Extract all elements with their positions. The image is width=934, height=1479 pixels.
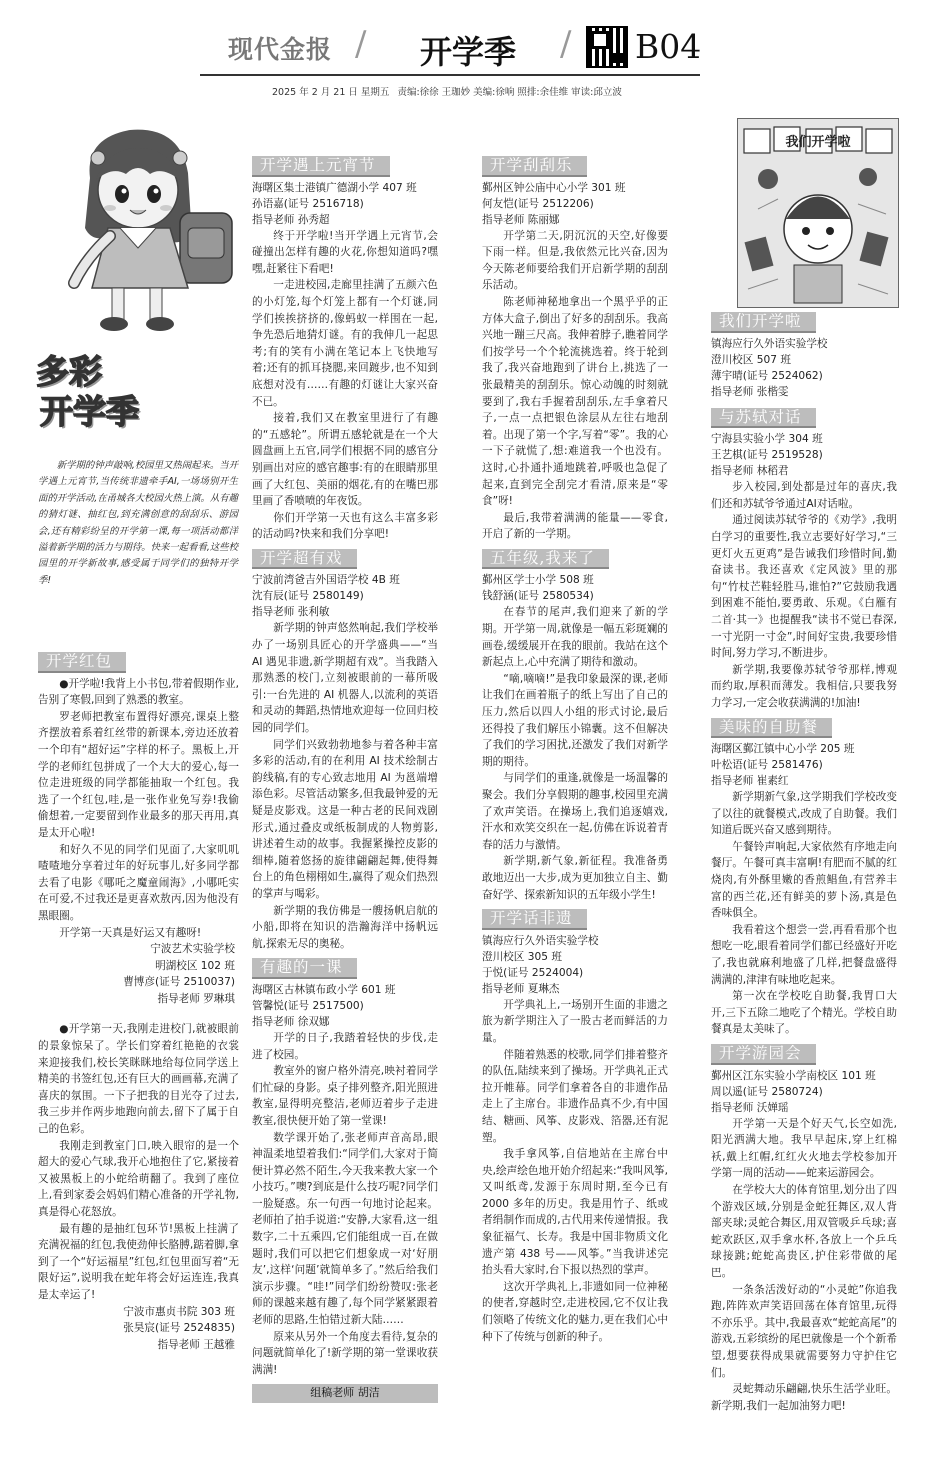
article-paragraph: 开学第一天是个好天气,长空如洗,阳光洒满大地。我早早起床,穿上红棉袄,戴上红帽,红红火火地去学校参加开学第一周的活动——蛇来运游园会。: [711, 1117, 897, 1180]
author-class: 澄川校区 305 班: [482, 950, 562, 963]
author-school: 宁海县实验小学 304 班: [711, 433, 823, 446]
article-paragraph: 一条条活泼好动的“小灵蛇”你追我跑,阵阵欢声笑语回荡在体育馆里,玩得不亦乐乎。其中,我最喜欢“蛇蛇高尾”的游戏,五彩缤纷的尾巴就像是一个个新希望,想要获得成果就需要努力守护住它们。: [711, 1283, 897, 1379]
editor-credits: 责编:徐徐 王珈妙 美编:徐响 照排:余佳维 审读:邱立波: [397, 87, 622, 98]
section-heading: 美味的自助餐: [711, 718, 832, 739]
author-school: 鄞州区学士小学 508 班: [482, 574, 594, 587]
author-teacher: 指导老师 崔素红: [711, 775, 789, 788]
article-paragraph: 第一次在学校吃自助餐,我胃口大开,三下五除二地吃了个精光。学校自助餐真是太美味了。: [711, 990, 897, 1036]
section-heading: 开学游园会: [711, 1044, 816, 1065]
author-teacher: 指导老师 沃婵瑶: [711, 1101, 789, 1114]
article-paragraph: 接着,我们又在教室里进行了有趣的“五感轮”。所谓五感轮就是在一个大圆盘画上五官,同学们根据不同的感官分别画出对应的感官趣事:有的在眼睛那里画了大红包、美丽的烟花,有的在嘴巴那里画了香喷喷的年夜饭。: [252, 412, 438, 508]
editor-credit: 组稿老师 胡洁: [252, 1384, 438, 1403]
article-paragraph: 一走进校园,走廊里挂满了五颜六色的小灯笼,每个灯笼上都有一个灯谜,同学们挨挨挤挤的,像蚂蚁一样围在一起,争先恐后地猜灯谜。有的我伸几一起思考;有的笑有小满在笔记本上飞快地写着;还有的抓耳挠腮,来回踱步,也不知到底想对没有……有趣的灯谜让大家兴奋不已。: [252, 279, 438, 408]
author-school: 鄞州区江东实验小学南校区 101 班: [711, 1069, 876, 1082]
article-paragraph: 开学典礼上,一场别开生面的非遗之旅为新学期注入了一股古老而鲜活的力量。: [482, 998, 668, 1044]
article-paragraph: 新学期,我要像苏轼爷爷那样,博观而约取,厚积而薄发。我相信,只要我努力学习,一定会收获满满的!加油!: [711, 663, 897, 709]
author-teacher: 指导老师 王越雅: [157, 1338, 235, 1351]
article-paragraph: 陈老师神秘地拿出一个黑乎乎的正方体大盒子,倒出了好多的刮刮乐。我高兴地一蹦三尺高。我伸着脖子,瞧着同学们按学号一个个轮流挑选着。终于轮到我了,我兴奋地跑到了讲台上,挑选了一张最精美的刮刮乐。惊心动魄的时刻就要到了,我右手握着刮刮乐,左手拿着尺子,一点一点把银色涂层从左往右地刮着。出现了第一个字,写着“零”。我的心一下子就慌了,想:难道我一个也没有。这时,心扑通扑通地跳着,呼吸也急促了起来,直到完全刮完才看清,原来是“零食”呀!: [482, 295, 668, 508]
article-paragraph: 罗老师把教室布置得好漂亮,课桌上整齐摆放着系着红丝带的新课本,旁边还放着一个印有“超好运”字样的杯子。黑板上,开学的老师红包拼成了一个大大的爱心,每一位走进班级的同学都能抽取一个红包。我选了一个红包,哇,是一张作业免写券!我偷偷想着,一定要留到作业最多的那天再用,真是太开心啦!: [38, 710, 239, 839]
header-info: [272, 84, 630, 98]
article-paragraph: 和好久不见的同学们见面了,大家叽叽喳喳地分享着过年的好玩事儿,好多同学都去看了电影《哪吒之魔童闹海》,小哪吒实在可爱,不过我还是更喜欢敖丙,因为他没有黑眼圈。: [38, 843, 239, 922]
article-paragraph: 开学第一天真是好运又有趣呀!: [59, 926, 202, 939]
author-name: 孙语嘉(证号 2516718): [252, 197, 364, 210]
article-paragraph: 同学们兴致勃勃地参与着各种丰富多彩的活动,有的在利用 AI 技术绘制古韵线稿,有的专心致志地用 AI 为邕端增添色彩。尽管活动繁多,但我最钟爱的无疑是皮影戏。这是一种古老的民间戏剧形式,通过叠皮或纸板制成的人物剪影,讲述着生动的故事。我握紧操控皮影的细棒,随着悠扬的旋律翩翩起舞,使得舞台上的角色栩栩如生,赢得了观众们热烈的掌声与喝彩。: [252, 738, 438, 900]
section-heading: 开学遇上元宵节: [252, 156, 390, 177]
section-heading: 开学超有戏: [252, 549, 357, 570]
author-school: 海曙区古林镇布政小学 601 班: [252, 983, 396, 996]
author-school: 镇海应行久外语实验学校: [482, 934, 599, 947]
section-heading: 有趣的一课: [252, 958, 357, 979]
author-teacher: 指导老师 陈丽娜: [482, 213, 560, 226]
author-teacher: 指导老师 张利敏: [252, 606, 330, 619]
column-4: [711, 312, 897, 1414]
column-3: [482, 156, 668, 1345]
article-paragraph: ●开学第一天,我刚走进校门,就被眼前的景象惊呆了。学长们穿着红艳艳的衣裳来迎接我们,校长笑眯眯地给每位同学送上精美的书签红包,还有巨大的画画幕,充满了喜庆的氛围。一下子把我的目光夺了过去,我三步并作两步地跑向前去,留下了属于自己的色彩。: [38, 1023, 239, 1136]
article-paragraph: “嘀,嘀嘀!”是我印象最深的课,老师让我们在画着瓶子的纸上写出了自己的压力,然后以四人小组的形式讨论,最后还得投了我们解压小锦囊。这不但解决了我们的学习困扰,还激发了我们对新学期的期待。: [482, 672, 668, 768]
author-name: 何友恺(证号 2512206): [482, 197, 594, 210]
article-paragraph: 最有趣的是抽红包环节!黑板上挂满了充满祝福的红包,我使劲伸长胳膊,踮着脚,拿到了一个“好运福星”红包,红包里面写着“无限好运”,说明我在蛇年将会好运连连,我真是太幸运了!: [38, 1222, 239, 1301]
qr-code-icon: [586, 26, 628, 68]
article-paragraph: 我刚走到教室门口,映入眼帘的是一个超大的爱心气球,我开心地抱住了它,紧接着又被黑板上的小蛇给萌翻了。我到了座位上,看到家委会妈妈们精心准备的开学礼物,真是得心花怒放。: [38, 1139, 239, 1218]
article-paragraph: 教室外的窗户格外清亮,映衬着同学们忙碌的身影。桌子排列整齐,阳光照进教室,显得明亮整洁,老师迈着步子走进教室,很快便开始了第一堂课!: [252, 1065, 438, 1127]
intro-paragraph: 新学期的钟声敲响,校园里又热闹起来。当开学遇上元宵节,当传统非遗牵手AI,一场场别开生面的开学活动,在甬城各大校园火热上演。从有趣的猜灯谜、抽红包,到充满创意的刮刮乐、游园会,还有精彩纷呈的开学第一课,每一项活动都洋溢着新学期的活力与期待。快来一起看看,这些校园里的开学新故事,感受属于同学们的独特开学季!: [38, 460, 238, 586]
newspaper-brand: 现代金报: [228, 35, 333, 64]
author-name: 于悦(证号 2524004): [482, 966, 584, 979]
page-title: 开学季: [420, 33, 517, 71]
author-class: 明湖校区 102 班: [155, 959, 235, 972]
article-paragraph: 通过阅读苏轼爷爷的《劝学》,我明白学习的重要性,我立志要好好学习,“三更灯火五更鸡”是告诫我们珍惜时间,勤奋读书。我还喜欢《定风波》里的那句“竹杖芒鞋轻胜马,谁怕?”它鼓励我遇到困难不能怕,要勇敢、乐观。《白雁有二首·其一》也提醒我“读书不觉已春深,一寸光阴一寸金”,时间好宝贵,我要珍惜时间,努力学习,不断进步。: [711, 514, 897, 660]
page-number: B04: [635, 27, 702, 66]
article-paragraph: 午餐铃声响起,大家依然有序地走向餐厅。午餐可真丰富啊!有肥而不腻的红烧肉,有外酥里嫩的香煎鲳鱼,有营养丰富的西兰花,还有鲜美的萝卜汤,真是色香味俱全。: [711, 840, 897, 920]
author-name: 王艺棋(证号 2519528): [711, 449, 823, 462]
student-drawing: [737, 118, 899, 308]
article-paragraph: ●开学啦!我背上小书包,带着假期作业,告别了寒假,回到了熟悉的教室。: [38, 677, 239, 707]
author-name: 薄宇晴(证号 2524062): [711, 369, 823, 382]
article-paragraph: 伴随着熟悉的校歌,同学们排着整齐的队伍,陆续来到了操场。开学典礼正式拉开帷幕。同学们拿着各自的非遗作品走上了主席台。非遗作品真不少,有中国结、糖画、风筝、皮影戏、箔器,还有泥塑。: [482, 1048, 668, 1144]
schoolgirl-illustration: [30, 118, 245, 343]
article-paragraph: 开学第二天,阴沉沉的天空,好像要下雨一样。但是,我依然元比兴奋,因为今天陈老师要给我们开启新学期的刮刮乐活动。: [482, 229, 668, 292]
article-paragraph: 新学期新气象,这学期我们学校改变了以往的就餐模式,改成了自助餐。我们知道后既兴奋又感到期待。: [711, 791, 897, 837]
header-divider: /: [355, 24, 367, 64]
author-name: 钱舒涵(证号 2580534): [482, 590, 594, 603]
author-school: 海曙区鄞江镇中心小学 205 班: [711, 743, 855, 756]
article-paragraph: 最后,我带着满满的能量——零食,开启了新的一学期。: [482, 511, 668, 541]
drawing-caption: 我们开学啦: [785, 135, 851, 150]
feature-title-line2: 开学季: [40, 392, 139, 431]
article-paragraph: 你们开学第一天也有这么丰富多彩的活动吗?快来和我们分享吧!: [252, 511, 438, 541]
author-name: 叶松语(证号 2581476): [711, 759, 823, 772]
author-class: 澄川校区 507 班: [711, 353, 791, 366]
section-heading: 我们开学啦: [711, 312, 816, 333]
author-teacher: 指导老师 林稻君: [711, 465, 789, 478]
author-school: 宁波前湾爸吉外国语学校 4B 班: [252, 574, 400, 587]
header-rule: [200, 74, 700, 76]
section-heading: 开学刮刮乐: [482, 156, 587, 177]
author-teacher: 指导老师 张楷雯: [711, 385, 789, 398]
section-heading: 与苏轼对话: [711, 408, 816, 429]
article-paragraph: 新学期的钟声悠然响起,我们学校举办了一场别具匠心的开学盛典——“当 AI 遇见非遗,新学期超有戏”。当我踏入那熟悉的校门,立刻被眼前的一幕所吸引:一台先进的 AI 机器人,以流利的英语和灵动的舞蹈,热情地欢迎每一位回归校园的同学们。: [252, 622, 438, 735]
author-name: 管馨悦(证号 2517500): [252, 999, 364, 1012]
article-paragraph: 灵蛇舞动乐翩翩,快乐生活学业旺。新学期,我们一起加油努力吧!: [711, 1383, 897, 1412]
author-teacher: 指导老师 徐双娜: [252, 1015, 330, 1028]
article-paragraph: 数学课开始了,张老师声音高昂,眼神温柔地望着我们:“同学们,大家对于简便计算必然不陌生,今天我来教大家一个小技巧。”噢?到底是什么技巧呢?同学们一脸疑惑。东一句西一句地讨论起来。老师拍了拍手说道:“安静,大家看,这一组数字,二十五乘四,它们能组成一百,在做题时,我们可以把它们想象成一对‘好朋友’,这样‘问题’就简单多了。”然后给我们演示步骤。“哇!”同学们纷纷赞叹:张老师的课越来越有趣了,每个同学紧紧跟着老师的思路,生怕错过新大陆……: [252, 1131, 438, 1327]
author-school: 宁波艺术实验学校: [150, 943, 235, 956]
article-paragraph: 我手拿风筝,自信地站在主席台中央,绘声绘色地开始介绍起来:“我叫风筝,又叫纸鸢,发源于东周时期,至今已有 2000 多年的历史。我是用竹子、纸或者绢制作而成的,古代用来传递情报。我象征福气、长寿。我是中国非物质文化遗产第 438 号——风筝。”当我讲述完抬头看大家时,台下报以热烈的掌声。: [482, 1148, 668, 1277]
section-heading: 五年级,我来了: [482, 549, 609, 570]
article-paragraph: 原来从另外一个角度去看待,复杂的问题就简单化了!新学期的第一堂课收获满满!: [252, 1330, 438, 1376]
author-school: 海曙区集士港镇广德湖小学 407 班: [252, 181, 417, 194]
author-name: 周以遥(证号 2580724): [711, 1085, 823, 1098]
feature-title-line1: 多彩: [36, 352, 102, 391]
header-divider: /: [560, 24, 572, 64]
article-paragraph: 新学期,新气象,新征程。我准备勇敢地迈出一大步,成为更加独立自主、勤奋好学、探索新知识的五年级小学生!: [482, 855, 668, 901]
column-2: [252, 156, 438, 1403]
author-name: 曹博彦(证号 2510037): [123, 976, 235, 989]
author-teacher: 指导老师 夏琳杰: [482, 982, 560, 995]
author-teacher: 指导老师 孙秀超: [252, 213, 330, 226]
author-name: 沈有辰(证号 2580149): [252, 590, 364, 603]
feature-title: [36, 352, 139, 432]
column-1: [38, 652, 239, 1353]
author-school: 宁波市惠贞书院 303 班: [123, 1305, 235, 1318]
article-paragraph: 新学期的我仿佛是一艘扬帆启航的小船,即将在知识的浩瀚海洋中扬帆远航,探索无尽的奥秘。: [252, 904, 438, 950]
article-paragraph: 开学的日子,我踏着轻快的步伐,走进了校园。: [252, 1031, 438, 1061]
article-paragraph: 我看着这个想尝一尝,再看看那个也想吃一吃,眼看着同学们都已经盛好开吃了,我也就麻利地盛了几样,把餐盘盛得满满的,津津有味地吃起来。: [711, 923, 897, 986]
section-heading: 开学红包: [38, 652, 126, 673]
author-school: 镇海应行久外语实验学校: [711, 337, 828, 350]
article-paragraph: 在春节的尾声,我们迎来了新的学期。开学第一周,就像是一幅五彩斑斓的画卷,缓缓展开在我的眼前。我站在这个新起点上,心中充满了期待和激动。: [482, 606, 668, 669]
article-paragraph: 终于开学啦!当开学遇上元宵节,会碰撞出怎样有趣的火花,你想知道吗?嘿嘿,赶紧往下看吧!: [252, 229, 438, 275]
article-paragraph: 步入校园,到处都是过年的喜庆,我们还和苏轼爷爷通过AI对话啦。: [711, 481, 897, 510]
article-paragraph: 这次开学典礼上,非遗如同一位神秘的使者,穿越时空,走进校园,它不仅让我们领略了传统文化的魅力,更在我们心中种下了传统与创新的种子。: [482, 1280, 668, 1343]
section-heading: 开学话非遗: [482, 909, 587, 930]
article-paragraph: 在学校大大的体育馆里,划分出了四个游戏区域,分别是金蛇狂舞区,双人背部夹球;灵蛇合舞区,用双管吸乒乓球;喜蛇欢跃区,双手拿水杯,各放上一个乒乓球接跳;蛇蛇高贵区,护住彩带做的尾巴。: [711, 1183, 897, 1279]
author-school: 鄞州区钟公庙中心小学 301 班: [482, 181, 626, 194]
author-name: 张昊宸(证号 2524835): [123, 1322, 235, 1335]
article-paragraph: 与同学们的重逢,就像是一场温馨的聚会。我们分享假期的趣事,校园里充满了欢声笑语。在操场上,我们追逐嬉戏,汗水和欢笑交织在一起,仿佛在诉说着青春的活力与激情。: [482, 772, 668, 851]
issue-date: 2025 年 2 月 21 日 星期五: [272, 87, 390, 98]
author-teacher: 指导老师 罗琳琪: [157, 992, 235, 1005]
